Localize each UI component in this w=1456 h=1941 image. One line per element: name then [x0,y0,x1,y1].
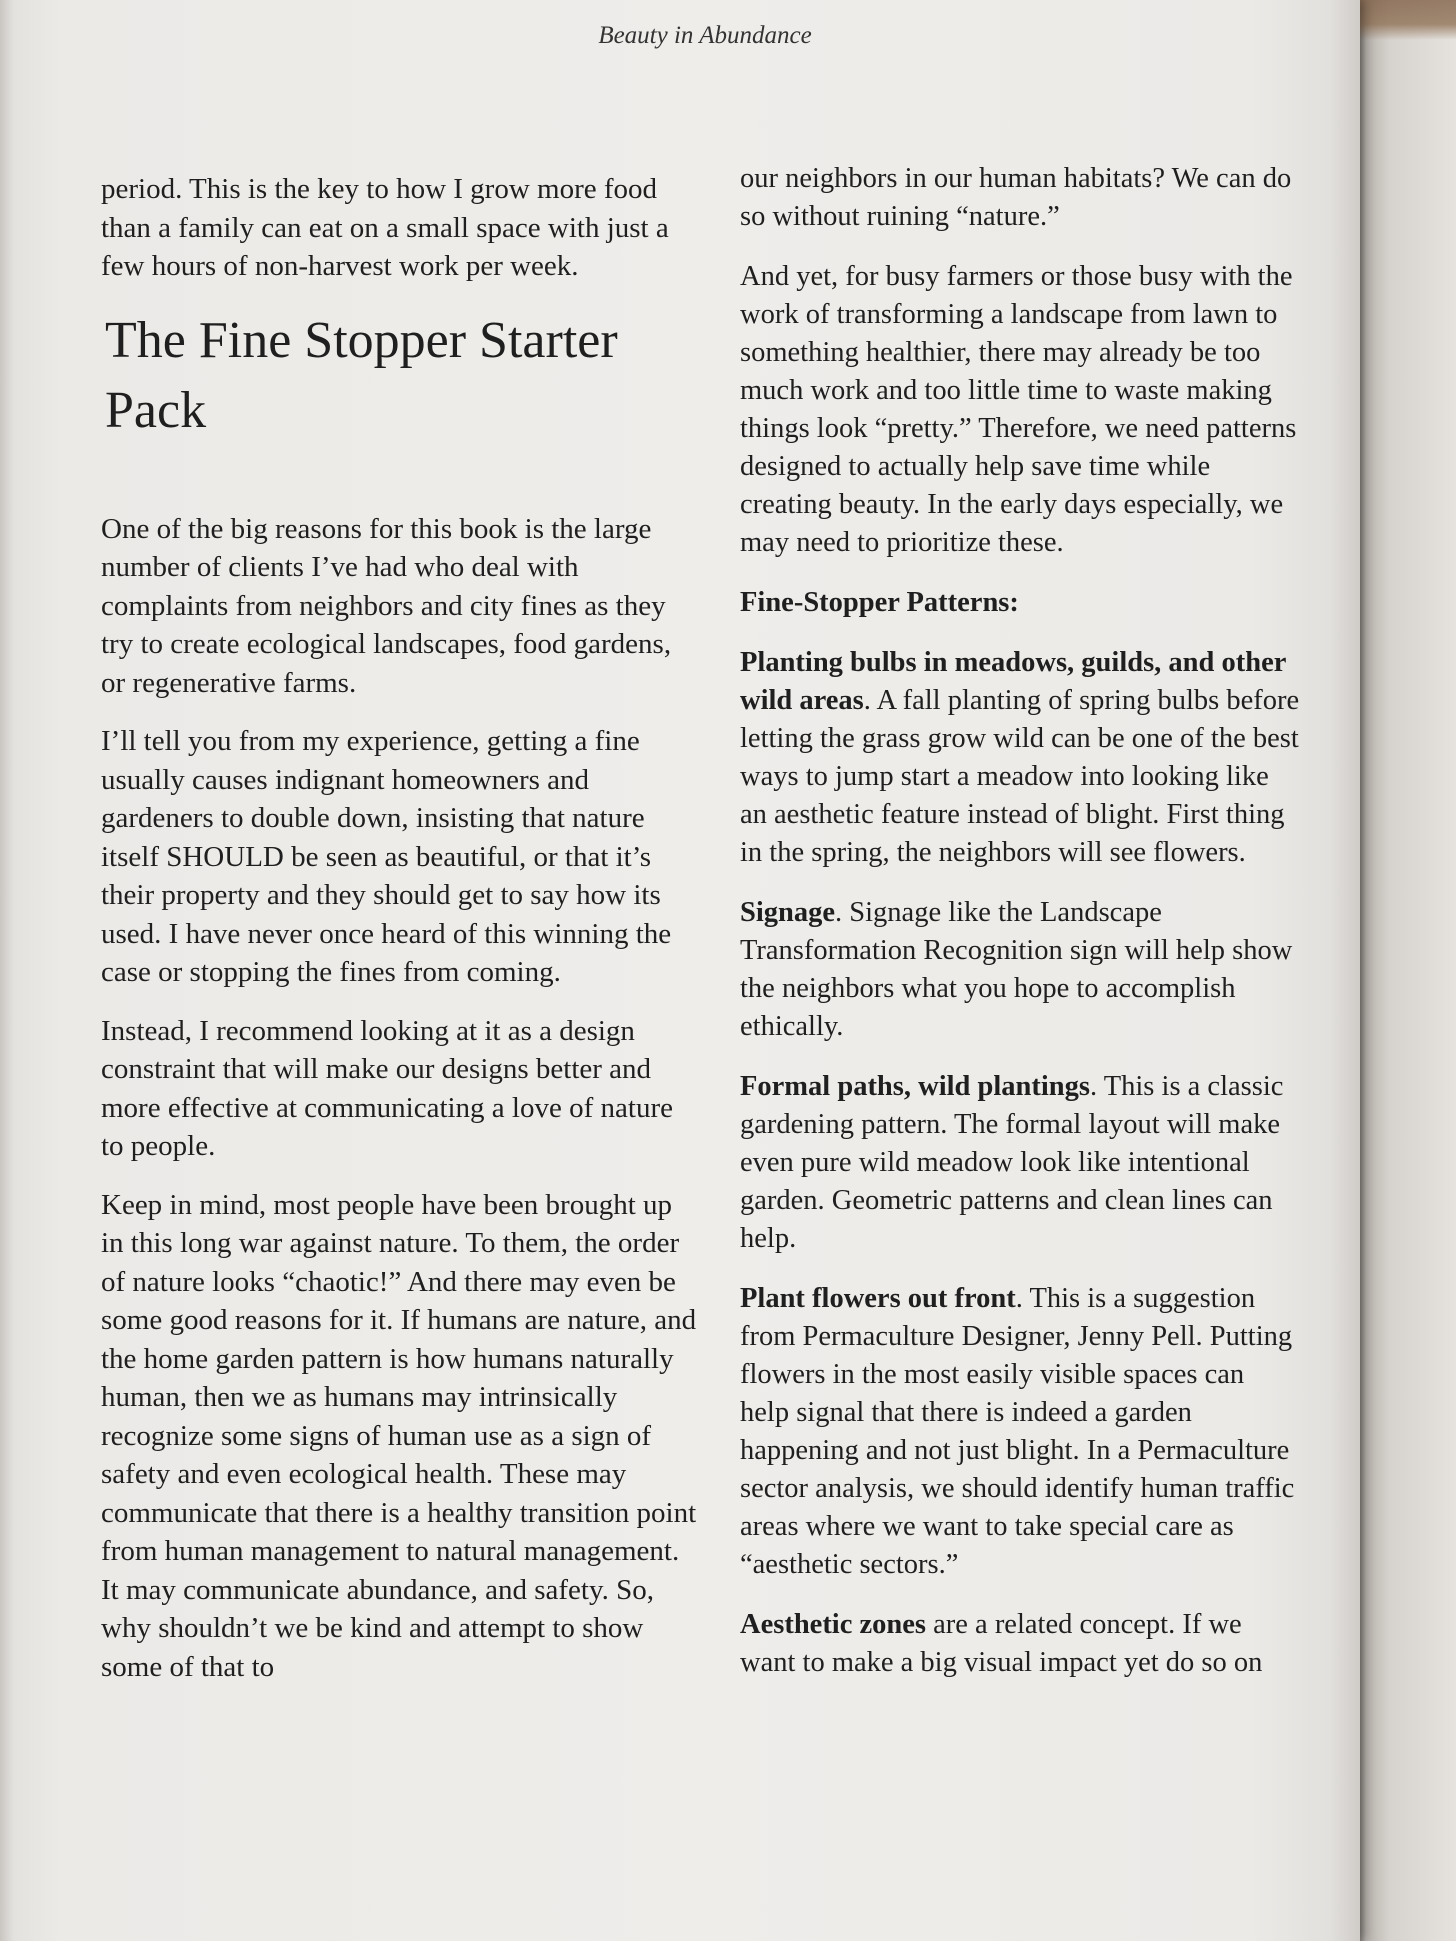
running-header: Beauty in Abundance [598,22,812,49]
pattern-term: Planting bulbs in meadows, guilds, and other wild areas [740,647,1286,716]
pattern-term: Signage [740,897,836,928]
pattern-text: are a related concept. If we want to make a big visual impact yet do so on [740,1609,1263,1678]
pattern-item [740,1280,1300,1584]
pattern-item [740,644,1300,872]
right-column [740,160,1300,1704]
pattern-term: Aesthetic zones [740,1609,926,1640]
left-paragraph-4: Instead, I recommend looking at it as a design constraint that will make our designs better and more effective at communicating a love of nature to people. [101,1014,673,1162]
pattern-item [740,1606,1300,1682]
pattern-text: . A fall planting of spring bulbs before letting the grass grow wild can be one of the best ways to jump start a meadow into looking like an aesthetic feature instead of blight. First thing in the spring, the neighbors will see flowers. [740,685,1300,868]
right-paragraph-1: our neighbors in our human habitats? We can do so without ruining “nature.” [740,163,1292,232]
pattern-text: . This is a suggestion from Permaculture Designer, Jenny Pell. Putting flowers in the most easily visible spaces can help signal that there is indeed a garden happening and not just blight. In a Permaculture sector analysis, we should identify human traffic areas where we want to take special care as “aesthetic sectors.” [740,1283,1295,1580]
left-paragraph-3: I’ll tell you from my experience, getting a fine usually causes indignant homeowners and gardeners to double down, insisting that nature itself SHOULD be seen as beautiful, or that it’s their property and they should get to say how its used. I have never once heard of this winning the case or stopping the fines from coming. [101,725,672,988]
left-paragraph-5: Keep in mind, most people have been brought up in this long war against nature. To them, the order of nature looks “chaotic!” And there may even be some good reasons for it. If humans are nature, and the home garden pattern is how humans naturally human, then we as humans may intrinsically recognize some signs of human use as a sign of safety and even ecological health. These may communicate that there is a healthy transition point from human management to natural management. It may communicate abundance, and safety. So, why shouldn’t we be kind and attempt to show some of that to [101,1188,697,1683]
pattern-text: . Signage like the Landscape Transformation Recognition sign will help show the neighbors what you hope to accomplish ethically. [740,897,1293,1042]
left-column [101,170,701,1706]
page-edge [1360,0,1456,1941]
patterns-subheading: Fine-Stopper Patterns: [740,587,1019,618]
left-paragraph-1: period. This is the key to how I grow more food than a family can eat on a small space with just a few hours of non-harvest work per week. [101,173,669,282]
pattern-item [740,1068,1300,1258]
pattern-term: Formal paths, wild plantings [740,1071,1090,1102]
pattern-text: . This is a classic gardening pattern. The formal layout will make even pure wild meadow look like intentional garden. Geometric patterns and clean lines can help. [740,1071,1284,1254]
left-paragraph-2: One of the big reasons for this book is the large number of clients I’ve had who deal with complaints from neighbors and city fines as they try to create ecological landscapes, food gardens, or regenerative farms. [101,512,672,699]
right-paragraph-2: And yet, for busy farmers or those busy with the work of transforming a landscape from lawn to something healthier, there may already be too much work and too little time to waste making things look “pretty.” Therefore, we need patterns designed to actually help save time while creating beauty. In the early days especially, we may need to prioritize these. [740,261,1297,558]
pattern-item [740,894,1300,1046]
pattern-term: Plant flowers out front [740,1283,1016,1314]
section-heading: The Fine Stopper Starter Pack [105,311,618,439]
